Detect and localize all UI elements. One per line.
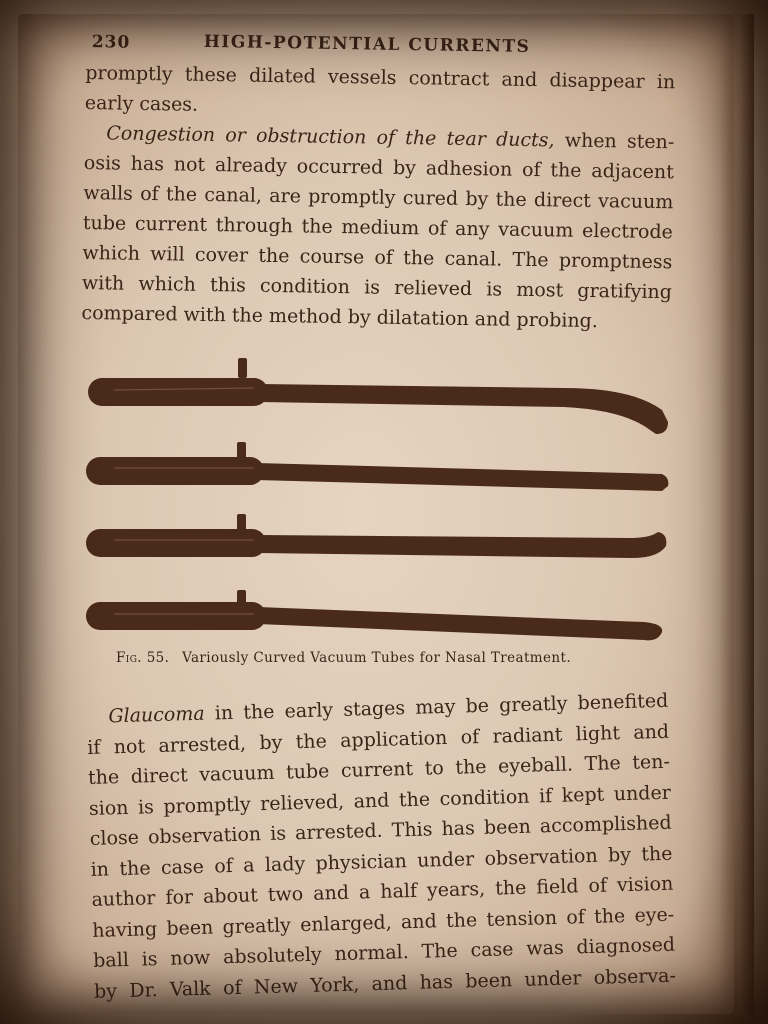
running-title: HIGH-POTENTIAL CURRENTS [203,31,531,57]
text-line: author for about two and a half years, the field of vision [91,872,674,911]
text-line: osis has not already occurred by adhesion of the adjacent [83,151,674,184]
text-line: early cases. [84,91,199,116]
vacuum-tubes-illustration [84,352,684,652]
text-line: in the case of a lady physician under observation by the [90,842,673,881]
text-line: ball is now absolutely normal. The case was diagnosed [92,933,676,972]
glaucoma-rest: in the early stages may be greatly benefited [204,689,669,725]
figure-caption-text: Variously Curved Vacuum Tubes for Nasal Treatment. [182,650,572,666]
text-line: by Dr. Valk of New York, and has been under observa- [93,964,677,1003]
figure-caption [116,650,656,666]
glaucoma-italic: Glaucoma [108,702,205,728]
tube-3 [86,514,666,558]
text-line: close observation is arrested. This has been accomplished [89,811,672,850]
text-line: with which this condition is relieved is most gratifying [81,271,673,304]
tear-ducts-rest: when sten- [554,129,675,154]
text-line: having been greatly enlarged, and the tension of the eye- [92,903,675,942]
text-line: promptly these dilated vessels contract and disappear in [85,61,676,94]
tube-4 [86,590,662,640]
text-line: compared with the method by dilatation and probing. [81,301,599,333]
upper-text-block [81,28,676,337]
text-line: the direct vacuum tube current to the eyeball. The ten- [87,750,671,789]
tear-ducts-italic: Congestion or obstruction of the tear ducts, [106,122,555,152]
text-line: walls of the canal, are promptly cured by the direct vacuum [83,181,674,214]
text-line: tube current through the medium of any vacuum electrode [82,211,674,244]
figure-vacuum-tubes [84,352,684,652]
text-line: which will cover the course of the canal. The promptness [82,241,673,274]
page-gutter [720,14,754,1014]
glaucoma-text-block [86,686,676,1007]
tube-shading [114,388,254,614]
text-line: if not arrested, by the application of radiant light and [86,720,670,759]
tube-1 [88,358,668,434]
tube-2 [86,442,668,491]
page-number: 230 [91,32,131,53]
text-line: sion is promptly relieved, and the condition if kept under [88,781,672,820]
figure-label: Fig. 55. [116,650,170,666]
